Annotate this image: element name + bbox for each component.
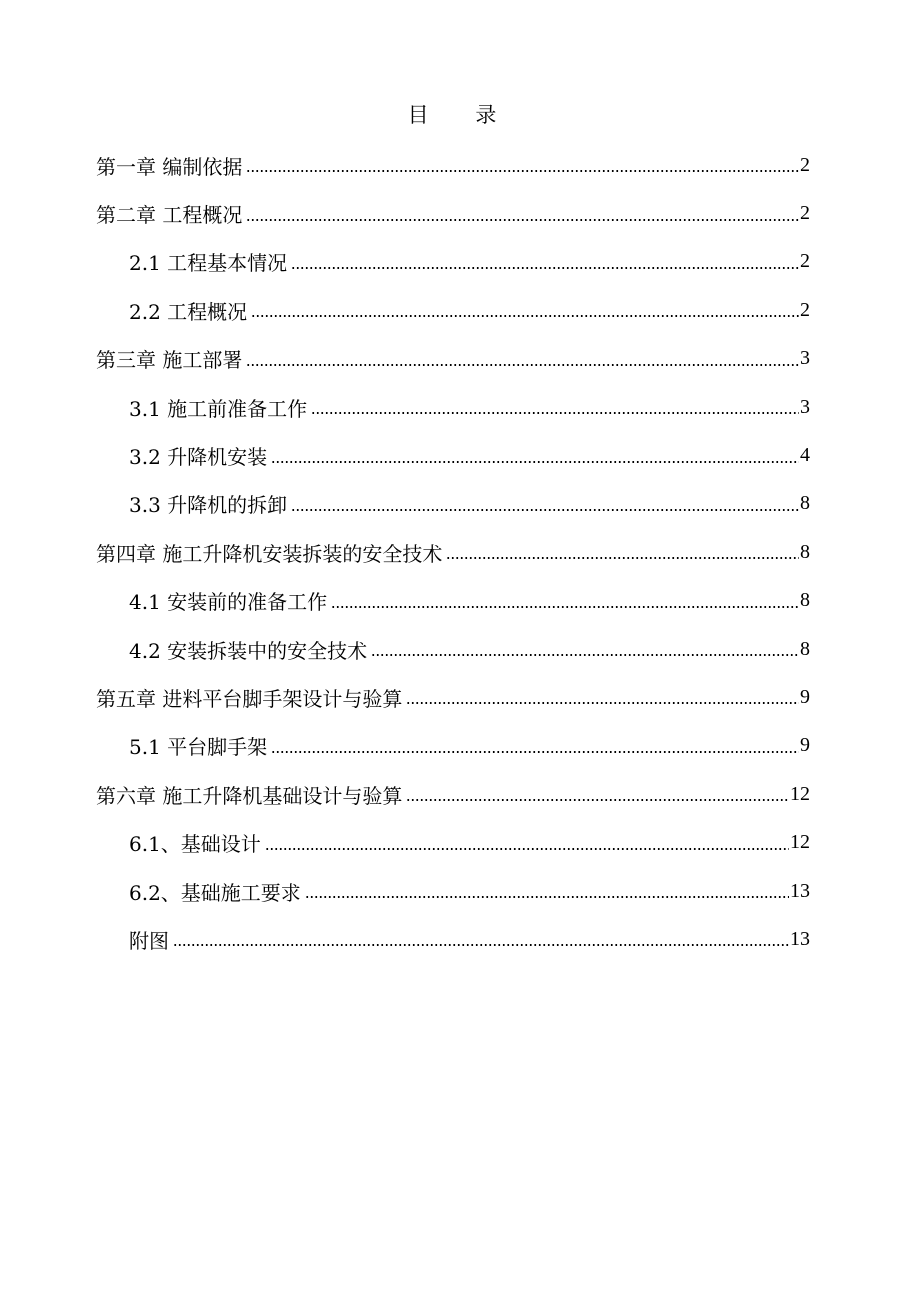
toc-entry-page: 4 xyxy=(800,444,810,467)
toc-entry[interactable] xyxy=(96,770,810,818)
toc-entry[interactable] xyxy=(96,286,810,334)
toc-leader-dots xyxy=(446,556,799,560)
toc-entry-page: 9 xyxy=(800,734,810,757)
toc-entry-page: 2 xyxy=(800,250,810,273)
toc-entry-label: 2.2 工程概况 xyxy=(129,299,248,324)
toc-entry[interactable] xyxy=(96,480,810,528)
toc-entry-page: 3 xyxy=(800,395,810,418)
toc-entry-label: 3.2 升降机安装 xyxy=(129,445,268,470)
toc-entry-label: 6.2、基础施工要求 xyxy=(129,880,301,905)
toc-leader-dots xyxy=(246,363,799,367)
toc-entry-label: 第五章 进料平台脚手架设计与验算 xyxy=(96,686,403,711)
toc-entry-page: 12 xyxy=(790,831,810,854)
toc-leader-dots xyxy=(406,701,799,705)
toc-leader-dots xyxy=(265,847,789,851)
toc-leader-dots xyxy=(291,266,799,270)
toc-leader-dots xyxy=(291,508,799,512)
toc-entry-label: 附图 xyxy=(129,928,169,953)
toc-list xyxy=(96,141,810,964)
toc-entry-page: 3 xyxy=(800,347,810,370)
toc-leader-dots xyxy=(246,169,799,173)
toc-entry-label: 第六章 施工升降机基础设计与验算 xyxy=(96,783,403,808)
toc-entry-page: 13 xyxy=(790,879,810,902)
toc-leader-dots xyxy=(371,653,799,657)
toc-entry[interactable] xyxy=(96,625,810,673)
toc-title: 目 录 xyxy=(407,103,517,127)
toc-entry-page: 2 xyxy=(800,153,810,176)
toc-entry-label: 5.1 平台脚手架 xyxy=(129,735,268,760)
toc-leader-dots xyxy=(305,895,789,899)
toc-entry-page: 2 xyxy=(800,298,810,321)
toc-entry[interactable] xyxy=(96,189,810,237)
toc-entry-label: 4.2 安装拆装中的安全技术 xyxy=(129,638,368,663)
toc-entry-label: 4.1 安装前的准备工作 xyxy=(129,590,328,615)
toc-entry-label: 2.1 工程基本情况 xyxy=(129,251,288,276)
toc-leader-dots xyxy=(246,218,799,222)
toc-leader-dots xyxy=(271,460,799,464)
toc-leader-dots xyxy=(173,943,789,947)
toc-entry[interactable] xyxy=(96,722,810,770)
toc-entry-page: 13 xyxy=(790,927,810,950)
toc-entry-label: 第二章 工程概况 xyxy=(96,203,243,228)
toc-leader-dots xyxy=(251,314,799,318)
toc-entry-label: 3.3 升降机的拆卸 xyxy=(129,493,288,518)
toc-entry[interactable] xyxy=(96,141,810,189)
toc-entry-page: 8 xyxy=(800,589,810,612)
toc-entry-label: 第一章 编制依据 xyxy=(96,154,243,179)
toc-entry[interactable] xyxy=(96,431,810,479)
toc-entry[interactable] xyxy=(96,577,810,625)
toc-entry-page: 8 xyxy=(800,492,810,515)
toc-entry-page: 2 xyxy=(800,202,810,225)
toc-entry[interactable] xyxy=(96,335,810,383)
toc-entry-page: 9 xyxy=(800,685,810,708)
toc-entry[interactable] xyxy=(96,673,810,721)
toc-entry-page: 8 xyxy=(800,540,810,563)
toc-leader-dots xyxy=(406,798,789,802)
toc-entry-label: 3.1 施工前准备工作 xyxy=(129,396,308,421)
toc-leader-dots xyxy=(311,411,799,415)
toc-entry[interactable] xyxy=(96,383,810,431)
toc-entry-label: 第三章 施工部署 xyxy=(96,348,243,373)
toc-entry[interactable] xyxy=(96,867,810,915)
toc-leader-dots xyxy=(331,605,799,609)
toc-entry[interactable] xyxy=(96,818,810,866)
toc-entry-label: 6.1、基础设计 xyxy=(129,832,261,857)
toc-entry-page: 12 xyxy=(790,782,810,805)
toc-entry-label: 第四章 施工升降机安装拆装的安全技术 xyxy=(96,541,443,566)
toc-entry-page: 8 xyxy=(800,637,810,660)
toc-entry[interactable] xyxy=(96,528,810,576)
toc-leader-dots xyxy=(271,750,799,754)
toc-entry[interactable] xyxy=(96,915,810,963)
toc-entry[interactable] xyxy=(96,238,810,286)
